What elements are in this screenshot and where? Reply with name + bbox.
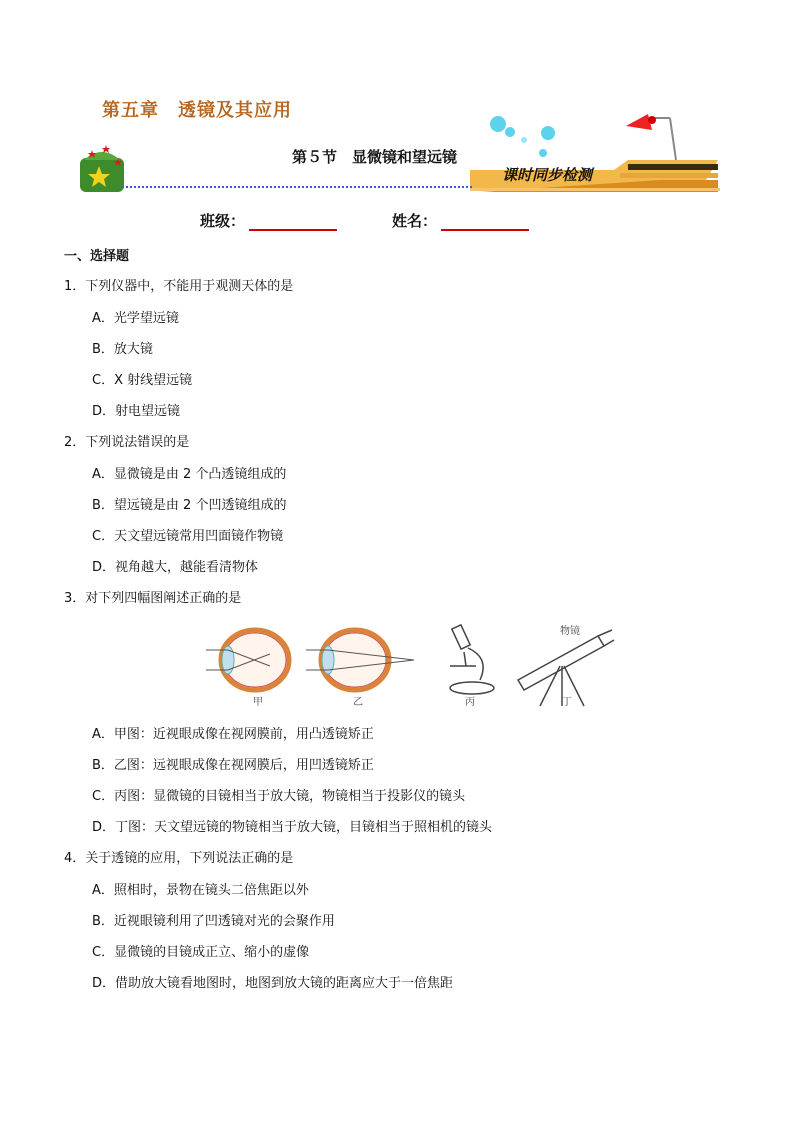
option: A．甲图：近视眼成像在视网膜前，用凸透镜矫正 bbox=[92, 727, 374, 742]
microscope-icon bbox=[450, 625, 494, 694]
option: C．X 射线望远镜 bbox=[92, 373, 193, 388]
option: C．丙图：显微镜的目镜相当于放大镜，物镜相当于投影仪的镜头 bbox=[92, 789, 466, 804]
name-blank[interactable] bbox=[441, 215, 529, 231]
figure-label: 丙 bbox=[465, 697, 475, 708]
option: D．射电望远镜 bbox=[92, 404, 181, 419]
option: A．照相时，景物在镜头二倍焦距以外 bbox=[92, 883, 309, 898]
name-field bbox=[392, 210, 529, 231]
question-stem: 4．关于透镜的应用，下列说法正确的是 bbox=[64, 851, 294, 866]
question-stem: 2．下列说法错误的是 bbox=[64, 435, 190, 450]
star-badge-icon bbox=[80, 145, 124, 192]
option: B．乙图：远视眼成像在视网膜后，用凹透镜矫正 bbox=[92, 758, 374, 773]
divider bbox=[122, 186, 472, 188]
option: D．借助放大镜看地图时，地图到放大镜的距离应大于一倍焦距 bbox=[92, 976, 454, 991]
option: A．光学望远镜 bbox=[92, 311, 179, 326]
question-type-heading: 一、选择题 bbox=[64, 249, 130, 264]
class-blank[interactable] bbox=[249, 215, 337, 231]
option: C．显微镜的目镜成正立、缩小的虚像 bbox=[92, 945, 310, 960]
desk-lamp-icon bbox=[626, 114, 686, 164]
option: B．近视眼镜利用了凹透镜对光的会聚作用 bbox=[92, 914, 335, 929]
header-decoration bbox=[0, 0, 794, 200]
option: D．丁图：天文望远镜的物镜相当于放大镜，目镜相当于照相机的镜头 bbox=[92, 820, 493, 835]
chapter-title: 第五章 透镜及其应用 bbox=[102, 100, 292, 121]
question-figure bbox=[200, 618, 620, 710]
section-title: 第５节 显微镜和望远镜 bbox=[292, 148, 458, 166]
option: D．视角越大，越能看清物体 bbox=[92, 560, 259, 575]
question-stem: 1．下列仪器中，不能用于观测天体的是 bbox=[64, 279, 294, 294]
option: A．显微镜是由 2 个凸透镜组成的 bbox=[92, 467, 287, 482]
eye-diagram-icon bbox=[306, 630, 414, 690]
option: B．望远镜是由 2 个凹透镜组成的 bbox=[92, 498, 287, 513]
figure-label: 丁 bbox=[562, 697, 572, 708]
option: C．天文望远镜常用凹面镜作物镜 bbox=[92, 529, 284, 544]
bubbles-icon bbox=[490, 116, 555, 157]
figure-label: 甲 bbox=[253, 697, 263, 708]
option: B．放大镜 bbox=[92, 342, 153, 357]
page-tag: 课时同步检测 bbox=[502, 166, 593, 184]
question-stem: 3．对下列四幅图阐述正确的是 bbox=[64, 591, 242, 606]
class-label: 班级： bbox=[200, 212, 246, 230]
figure-label: 乙 bbox=[353, 697, 363, 708]
class-field bbox=[200, 210, 337, 231]
eye-diagram-icon bbox=[206, 630, 289, 690]
figure-annotation: 物镜 bbox=[560, 626, 580, 637]
name-label: 姓名： bbox=[392, 212, 438, 230]
